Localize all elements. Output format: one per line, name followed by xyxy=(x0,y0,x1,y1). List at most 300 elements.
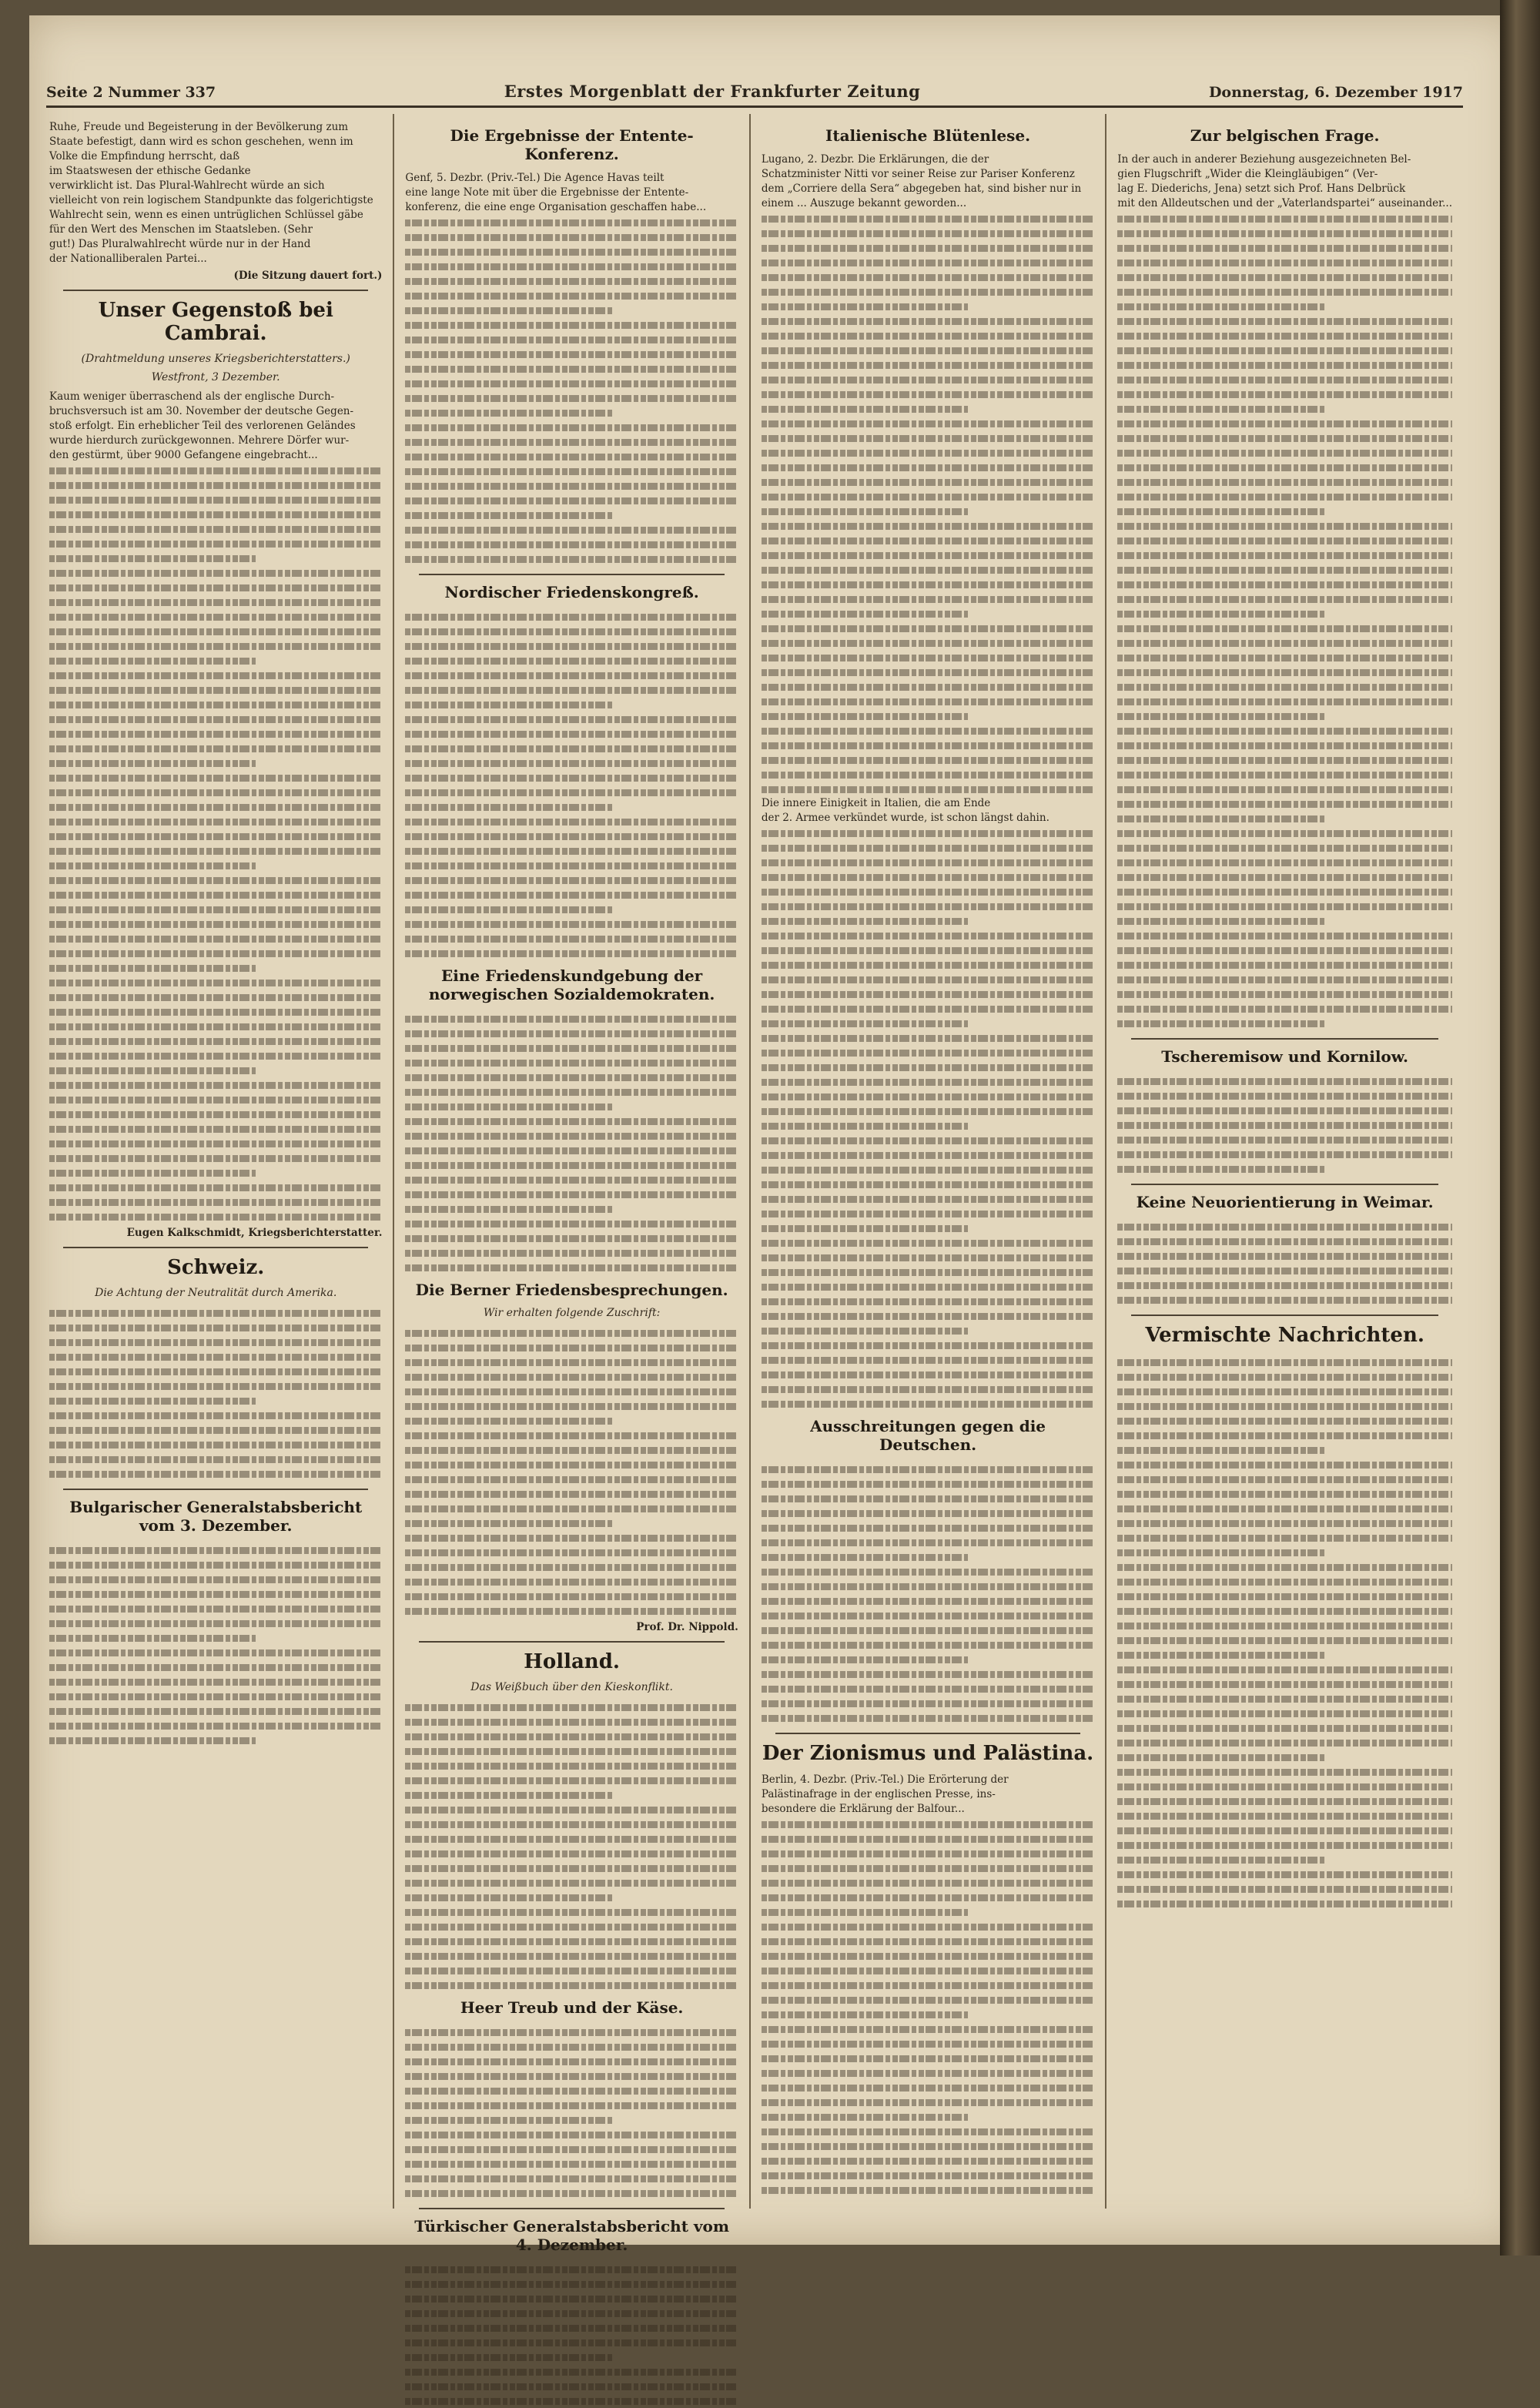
body-text-illegible xyxy=(762,1978,1094,1992)
body-text-illegible xyxy=(405,229,738,244)
article-headline: Nordischer Friedenskongreß. xyxy=(444,583,699,601)
body-text-illegible xyxy=(49,609,382,624)
article-subheading: Westfront, 3 Dezember. xyxy=(151,371,280,383)
body-text-illegible xyxy=(405,1413,611,1428)
body-text-illegible xyxy=(1117,1881,1452,1896)
body-text-illegible xyxy=(49,712,382,726)
body-text-illegible xyxy=(405,1143,738,1157)
body-text-illegible xyxy=(405,288,738,303)
body-text-illegible xyxy=(762,1476,1094,1491)
section-divider xyxy=(419,1641,724,1643)
body-text-illegible xyxy=(762,313,1094,328)
body-text-illegible xyxy=(405,1515,611,1530)
body-text-illegible xyxy=(405,2025,738,2039)
body-text-illegible xyxy=(49,1630,256,1645)
body-text-illegible xyxy=(49,1349,382,1364)
body-text-illegible xyxy=(762,1308,1094,1323)
body-text-illegible xyxy=(762,1352,1094,1367)
body-text-illegible xyxy=(1117,343,1452,357)
body-text-illegible xyxy=(405,887,738,902)
article-subheading: (Drahtmeldung unseres Kriegsberichterstatters.) xyxy=(81,353,350,365)
body-text-illegible xyxy=(405,2320,738,2335)
body-text-illegible xyxy=(1117,1764,1452,1779)
body-text-illegible xyxy=(1117,1413,1452,1428)
body-text-illegible xyxy=(762,1235,1094,1250)
body-text-illegible xyxy=(1117,1016,1325,1030)
body-text-illegible xyxy=(1117,1457,1452,1472)
body-text-illegible xyxy=(762,445,1094,460)
body-text-illegible xyxy=(49,653,256,668)
body-text-line: konferenz, die eine enge Organisation geschaffen habe... xyxy=(405,201,707,213)
body-text-illegible xyxy=(1117,518,1452,533)
body-text-illegible xyxy=(405,1773,738,1787)
body-text-illegible xyxy=(49,1674,382,1689)
body-text-illegible xyxy=(49,858,256,872)
body-text-illegible xyxy=(762,738,1094,752)
body-text-illegible xyxy=(49,1136,382,1150)
body-text-illegible xyxy=(405,1875,738,1890)
body-text-illegible xyxy=(762,1016,968,1030)
body-text-illegible xyxy=(1117,1501,1452,1515)
body-text-illegible xyxy=(1117,372,1452,387)
body-text-illegible xyxy=(762,2080,1094,2095)
body-text-illegible xyxy=(49,770,382,785)
body-text-illegible xyxy=(405,1026,738,1040)
body-text-illegible xyxy=(762,474,1094,489)
body-text-illegible xyxy=(762,2153,1094,2168)
body-text-illegible xyxy=(405,376,738,390)
body-text-illegible xyxy=(1117,957,1452,972)
body-text-illegible xyxy=(762,621,1094,635)
body-text-illegible xyxy=(762,986,1094,1001)
body-text-illegible xyxy=(405,332,738,347)
body-text-illegible xyxy=(405,537,738,551)
article-signature: Prof. Dr. Nippold. xyxy=(636,1621,738,1633)
body-text-illegible xyxy=(405,609,738,624)
body-text-illegible xyxy=(49,521,382,536)
body-text-illegible xyxy=(405,1714,738,1729)
body-text-illegible xyxy=(1117,723,1452,738)
body-text-illegible xyxy=(49,1194,382,1209)
body-text-illegible xyxy=(1117,1559,1452,1574)
body-text-illegible xyxy=(762,1104,1094,1118)
body-text-illegible xyxy=(1117,621,1452,635)
body-text-illegible xyxy=(1117,635,1452,650)
body-text-illegible xyxy=(405,858,738,872)
body-text-illegible xyxy=(762,2182,1094,2197)
body-text-illegible xyxy=(405,1099,611,1114)
body-text-illegible xyxy=(405,1355,738,1369)
body-text-illegible xyxy=(405,1817,738,1831)
body-text-illegible xyxy=(762,1549,968,1564)
body-text-illegible xyxy=(1117,1263,1452,1278)
body-text-illegible xyxy=(1117,650,1452,665)
body-text-illegible xyxy=(1117,782,1452,796)
body-text-illegible xyxy=(49,536,382,551)
body-text-illegible xyxy=(49,1466,382,1481)
body-text-illegible xyxy=(1117,840,1452,855)
body-text-illegible xyxy=(762,1133,1094,1147)
body-text-illegible xyxy=(49,1408,382,1422)
body-text-illegible xyxy=(1117,1384,1452,1398)
body-text-illegible xyxy=(49,975,382,990)
body-text-illegible xyxy=(1117,504,1325,518)
body-text-illegible xyxy=(1117,255,1452,270)
section-divider xyxy=(419,574,724,575)
body-text-illegible xyxy=(405,1114,738,1128)
body-text-illegible xyxy=(762,1520,1094,1535)
body-text-illegible xyxy=(1117,211,1452,226)
body-text-illegible xyxy=(49,1107,382,1121)
body-text-illegible xyxy=(762,694,1094,708)
body-text-illegible xyxy=(1117,767,1452,782)
body-text-illegible xyxy=(405,1070,738,1084)
body-text-illegible xyxy=(762,1177,1094,1191)
body-text-illegible xyxy=(1117,855,1452,869)
body-text-line: lag E. Diederichs, Jena) setzt sich Prof. Hans Delbrück xyxy=(1117,183,1406,195)
body-text-illegible xyxy=(762,211,1094,226)
body-text-illegible xyxy=(762,1593,1094,1608)
body-text-illegible xyxy=(1117,533,1452,548)
body-text-illegible xyxy=(762,723,1094,738)
article-subheading: Wir erhalten folgende Zuschrift: xyxy=(483,1307,661,1319)
header-masthead: Erstes Morgenblatt der Frankfurter Zeitung xyxy=(504,82,921,101)
body-text-illegible xyxy=(405,1802,738,1817)
body-text-illegible xyxy=(1117,1545,1325,1559)
body-text-illegible xyxy=(405,668,738,682)
body-text-illegible xyxy=(405,493,738,507)
body-text-line: Wahlrecht sein, wenn es einen untrüglichen Schlüssel gäbe xyxy=(49,209,363,221)
body-text-illegible xyxy=(762,1890,1094,1904)
body-text-illegible xyxy=(405,2393,738,2408)
body-text-illegible xyxy=(762,665,1094,679)
article-signature: (Die Sitzung dauert fort.) xyxy=(233,270,383,282)
body-text-illegible xyxy=(1117,430,1452,445)
body-text-illegible xyxy=(405,1011,738,1026)
body-text-illegible xyxy=(49,843,382,858)
body-text-illegible xyxy=(1117,357,1452,372)
body-text-illegible xyxy=(762,328,1094,343)
body-text-line: Die innere Einigkeit in Italien, die am Ende xyxy=(761,797,991,809)
body-text-illegible xyxy=(405,449,738,464)
body-text-illegible xyxy=(49,916,382,931)
body-text-illegible xyxy=(1117,1515,1452,1530)
section-divider xyxy=(63,1489,368,1490)
body-text-illegible xyxy=(762,2109,968,2124)
body-text-illegible xyxy=(405,2262,738,2276)
body-text-illegible xyxy=(762,1505,1094,1520)
body-text-illegible xyxy=(762,767,1094,782)
body-text-illegible xyxy=(1117,1292,1452,1307)
article-headline: Tscheremisow und Kornilow. xyxy=(1161,1047,1408,1066)
article-headline: Holland. xyxy=(524,1650,620,1673)
body-text-illegible xyxy=(49,1305,382,1320)
body-text-illegible xyxy=(1117,474,1452,489)
body-text-illegible xyxy=(1117,1589,1452,1603)
body-text-illegible xyxy=(405,1340,738,1355)
body-text-illegible xyxy=(1117,884,1452,899)
body-text-illegible xyxy=(405,814,738,829)
body-text-illegible xyxy=(405,464,738,478)
body-text-illegible xyxy=(1117,796,1452,811)
body-text-illegible xyxy=(49,1452,382,1466)
body-text-illegible xyxy=(762,2168,1094,2182)
body-text-line: Palästinafrage in der englischen Presse, ins- xyxy=(761,1788,996,1800)
body-text-illegible xyxy=(405,1743,738,1758)
body-text-illegible xyxy=(762,2021,1094,2036)
body-text-illegible xyxy=(1117,1603,1452,1618)
body-text-illegible xyxy=(49,1689,382,1703)
body-text-illegible xyxy=(49,902,382,916)
body-text-illegible xyxy=(1117,1428,1452,1442)
article-headline: Der Zionismus und Palästina. xyxy=(762,1742,1094,1765)
body-text-illegible xyxy=(49,682,382,697)
body-text-illegible xyxy=(405,1559,738,1574)
body-text-illegible xyxy=(405,1501,738,1515)
body-text-illegible xyxy=(49,799,382,814)
body-text-illegible xyxy=(1117,445,1452,460)
body-text-illegible xyxy=(405,1187,738,1201)
body-text-illegible xyxy=(49,668,382,682)
body-text-illegible xyxy=(49,624,382,638)
body-text-illegible xyxy=(405,1530,738,1545)
body-text-illegible xyxy=(1117,899,1452,913)
body-text-illegible xyxy=(405,2335,738,2349)
body-text-illegible xyxy=(1117,1219,1452,1234)
body-text-illegible xyxy=(1117,1486,1452,1501)
body-text-illegible xyxy=(49,726,382,741)
body-text-illegible xyxy=(1117,679,1452,694)
header-page-number: Seite 2 Nummer 337 xyxy=(46,84,216,101)
body-text-illegible xyxy=(762,1221,968,1235)
body-text-illegible xyxy=(762,1681,1094,1696)
body-text-illegible xyxy=(1117,284,1452,299)
body-text-illegible xyxy=(405,1245,738,1260)
body-text-illegible xyxy=(762,2138,1094,2153)
body-text-illegible xyxy=(49,1004,382,1019)
body-text-illegible xyxy=(762,460,1094,474)
body-text-illegible xyxy=(1117,1691,1452,1706)
body-text-illegible xyxy=(405,2291,738,2306)
body-text-illegible xyxy=(1117,1618,1452,1633)
body-text-illegible xyxy=(49,931,382,946)
body-text-illegible xyxy=(762,577,1094,591)
body-text-illegible xyxy=(405,2039,738,2054)
body-text-illegible xyxy=(405,682,738,697)
body-text-illegible xyxy=(405,638,738,653)
body-text-illegible xyxy=(49,1320,382,1335)
body-text-illegible xyxy=(762,1491,1094,1505)
article-headline: Die Ergebnisse der Entente-Konferenz. xyxy=(450,126,694,163)
body-text-illegible xyxy=(762,1875,1094,1890)
body-text-illegible xyxy=(762,1382,1094,1396)
body-text-line: Ruhe, Freude und Begeisterung in der Bevölkerung zum xyxy=(49,121,349,133)
body-text-illegible xyxy=(49,1586,382,1601)
body-text-illegible xyxy=(762,240,1094,255)
body-text-illegible xyxy=(405,872,738,887)
body-text-illegible xyxy=(762,606,968,621)
body-text-illegible xyxy=(405,259,738,273)
body-text-illegible xyxy=(762,928,1094,943)
body-text-illegible xyxy=(1117,387,1452,401)
body-text-illegible xyxy=(1117,752,1452,767)
body-text-illegible xyxy=(1117,1442,1325,1457)
body-text-illegible xyxy=(1117,313,1452,328)
body-text-illegible xyxy=(405,1384,738,1398)
body-text-illegible xyxy=(49,551,256,565)
body-text-illegible xyxy=(762,1637,1094,1652)
body-text-illegible xyxy=(405,2364,738,2379)
body-text-illegible xyxy=(1117,928,1452,943)
body-text-illegible xyxy=(405,2068,738,2083)
body-text-illegible xyxy=(49,1616,382,1630)
body-text-line: vielleicht von rein logischem Standpunkte das folgerichtigste xyxy=(49,194,373,206)
article-headline: Die Berner Friedensbesprechungen. xyxy=(415,1281,728,1299)
body-text-illegible xyxy=(1117,270,1452,284)
body-text-line: Lugano, 2. Dezbr. Die Erklärungen, die der xyxy=(761,153,989,166)
body-text-illegible xyxy=(1117,562,1452,577)
body-text-illegible xyxy=(405,1084,738,1099)
body-text-illegible xyxy=(405,1919,738,1934)
body-text-illegible xyxy=(1117,1720,1452,1735)
body-text-illegible xyxy=(405,902,611,916)
body-text-illegible xyxy=(405,1963,738,1978)
body-text-illegible xyxy=(762,1948,1094,1963)
body-text-illegible xyxy=(405,1700,738,1714)
body-text-illegible xyxy=(762,1817,1094,1831)
body-text-illegible xyxy=(405,1369,738,1384)
body-text-illegible xyxy=(405,1846,738,1860)
body-text-illegible xyxy=(405,829,738,843)
body-text-illegible xyxy=(405,1442,738,1457)
body-text-illegible xyxy=(762,869,1094,884)
body-text-illegible xyxy=(762,1696,1094,1710)
body-text-line: wurde hierdurch zurückgewonnen. Mehrere Dörfer wur- xyxy=(49,434,350,447)
body-text-illegible xyxy=(1117,1530,1452,1545)
body-text-illegible xyxy=(405,1729,738,1743)
body-text-illegible xyxy=(405,1545,738,1559)
body-text-illegible xyxy=(1117,665,1452,679)
body-text-illegible xyxy=(762,972,1094,986)
body-text-illegible xyxy=(1117,869,1452,884)
body-text-illegible xyxy=(405,1758,738,1773)
body-text-illegible xyxy=(405,317,738,332)
body-text-illegible xyxy=(1117,1398,1452,1413)
body-text-illegible xyxy=(49,887,382,902)
body-text-illegible xyxy=(762,1206,1094,1221)
body-text-illegible xyxy=(1117,328,1452,343)
body-text-illegible xyxy=(49,580,382,594)
body-text-illegible xyxy=(762,489,1094,504)
body-text-illegible xyxy=(762,1264,1094,1279)
body-text-illegible xyxy=(1117,226,1452,240)
body-text-illegible xyxy=(762,1118,968,1133)
body-text-illegible xyxy=(405,1589,738,1603)
body-text-illegible xyxy=(49,1048,382,1063)
body-text-illegible xyxy=(762,1060,1094,1074)
body-text-illegible xyxy=(1117,694,1452,708)
body-text-line: Volke die Empfindung herrscht, daß xyxy=(49,150,240,162)
body-text-illegible xyxy=(49,1437,382,1452)
body-text-illegible xyxy=(762,357,1094,372)
body-text-illegible xyxy=(405,478,738,493)
body-text-line: eine lange Note mit über die Ergebnisse der Entente- xyxy=(405,186,689,199)
body-text-illegible xyxy=(1117,1852,1325,1867)
section-divider xyxy=(419,2208,724,2209)
binding-spine xyxy=(1500,0,1540,2256)
article-headline: Heer Treub und der Käse. xyxy=(460,1998,684,2017)
body-text-illegible xyxy=(405,2185,738,2200)
body-text-illegible xyxy=(49,477,382,492)
body-text-line: In der auch in anderer Beziehung ausgezeichneten Bel- xyxy=(1117,153,1411,166)
body-text-illegible xyxy=(405,2306,738,2320)
body-text-illegible xyxy=(1117,1355,1452,1369)
body-text-illegible xyxy=(762,284,1094,299)
body-text-illegible xyxy=(49,872,382,887)
body-text-illegible xyxy=(1117,1837,1452,1852)
body-text-illegible xyxy=(49,1150,382,1165)
body-text-line: Kaum weniger überraschend als der englische Durch- xyxy=(49,390,335,403)
body-text-illegible xyxy=(1117,811,1325,826)
body-text-illegible xyxy=(762,548,1094,562)
article-headline: Vermischte Nachrichten. xyxy=(1145,1324,1424,1347)
body-text-line: besondere die Erklärung der Balfour... xyxy=(761,1803,965,1815)
body-text-illegible xyxy=(762,1279,1094,1294)
body-text-illegible xyxy=(405,1831,738,1846)
body-text-illegible xyxy=(405,420,738,434)
body-text-illegible xyxy=(49,1659,382,1674)
body-text-illegible xyxy=(405,2349,611,2364)
body-text-illegible xyxy=(49,755,256,770)
body-text-illegible xyxy=(405,244,738,259)
body-text-illegible xyxy=(405,755,738,770)
body-text-illegible xyxy=(1117,1867,1452,1881)
body-text-illegible xyxy=(49,565,382,580)
body-text-illegible xyxy=(405,1860,738,1875)
body-text-illegible xyxy=(1117,1147,1452,1161)
body-text-illegible xyxy=(405,770,738,785)
body-text-illegible xyxy=(762,2095,1094,2109)
body-text-illegible xyxy=(762,270,1094,284)
body-text-illegible xyxy=(762,1846,1094,1860)
body-text-illegible xyxy=(49,1180,382,1194)
body-text-illegible xyxy=(405,931,738,946)
section-divider xyxy=(1131,1038,1438,1040)
body-text-illegible xyxy=(49,1121,382,1136)
body-text-illegible xyxy=(762,401,968,416)
body-text-illegible xyxy=(405,1428,738,1442)
body-text-illegible xyxy=(405,2054,738,2068)
body-text-illegible xyxy=(405,1934,738,1948)
body-text-illegible xyxy=(762,343,1094,357)
body-text-illegible xyxy=(762,884,1094,899)
body-text-illegible xyxy=(1117,943,1452,957)
body-text-illegible xyxy=(762,1963,1094,1978)
body-text-illegible xyxy=(405,741,738,755)
body-text-illegible xyxy=(1117,1793,1452,1808)
article-subheading: Das Weißbuch über den Kieskonflikt. xyxy=(470,1681,673,1693)
body-text-illegible xyxy=(762,2124,1094,2138)
body-text-line: verwirklicht ist. Das Plural-Wahlrecht würde an sich xyxy=(49,179,325,192)
body-text-illegible xyxy=(762,855,1094,869)
body-text-illegible xyxy=(405,2098,738,2112)
body-text-illegible xyxy=(762,226,1094,240)
body-text-illegible xyxy=(762,1535,1094,1549)
body-text-illegible xyxy=(762,591,1094,606)
body-text-illegible xyxy=(49,990,382,1004)
body-text-illegible xyxy=(1117,1248,1452,1263)
body-text-illegible xyxy=(49,1019,382,1033)
